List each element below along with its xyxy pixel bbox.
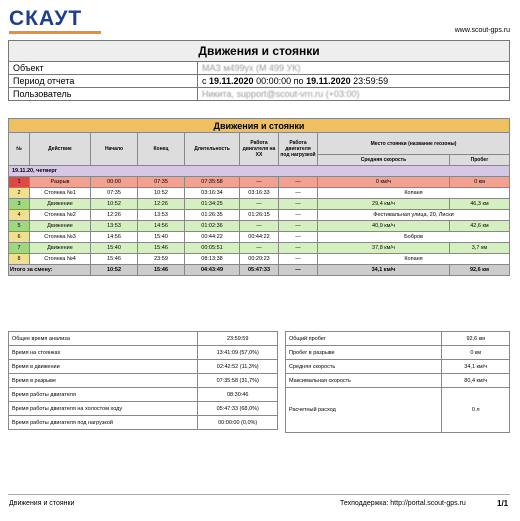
total-end: 15:46 — [138, 265, 185, 276]
row-num: 7 — [9, 243, 30, 254]
summary-value: 80,4 км/ч — [442, 374, 510, 388]
summary-label: Время работы двигателя — [9, 388, 198, 402]
summary-row — [286, 346, 510, 360]
summary-row — [9, 360, 278, 374]
day-row: 19.11.20, четверг — [9, 166, 510, 177]
row-distance: 3,7 км — [449, 243, 509, 254]
summary-value: 13:41:09 (57,0%) — [198, 346, 278, 360]
row-idle: 03:16:33 — [240, 188, 279, 199]
summary-label: Максимальная скорость — [286, 374, 442, 388]
table-row — [9, 243, 510, 254]
row-end: 12:26 — [138, 199, 185, 210]
row-load: — — [279, 199, 318, 210]
row-duration: 07:35:58 — [185, 177, 240, 188]
row-start: 14:56 — [91, 232, 138, 243]
row-num: 1 — [9, 177, 30, 188]
total-speed: 34,1 км/ч — [318, 265, 450, 276]
summary-value: 07:35:58 (31,7%) — [198, 374, 278, 388]
row-num: 3 — [9, 199, 30, 210]
logo-underline — [9, 31, 101, 34]
row-place: Бобров — [318, 232, 510, 243]
row-end: 15:40 — [138, 232, 185, 243]
footer-support[interactable]: Техподдержка: http://portal.scout-gps.ru — [340, 500, 466, 507]
summary-value: 00:00:00 (0,0%) — [198, 416, 278, 430]
summary-label: Расчетный расход — [286, 388, 442, 433]
period-label: Период отчета — [9, 75, 198, 88]
table-row — [9, 221, 510, 232]
row-place: Фестивальная улица, 20, Лиски — [318, 210, 510, 221]
row-start: 15:40 — [91, 243, 138, 254]
summary-row — [9, 346, 278, 360]
row-action: Стоянка №3 — [30, 232, 91, 243]
col-idle: Работа двигателя на ХХ — [240, 133, 279, 166]
summary-label: Средняя скорость — [286, 360, 442, 374]
col-end: Конец — [138, 133, 185, 166]
table-row — [9, 210, 510, 221]
table-row — [9, 188, 510, 199]
row-action: Разрыв — [30, 177, 91, 188]
row-distance: 0 км — [449, 177, 509, 188]
summary-row — [9, 402, 278, 416]
user-label: Пользователь — [9, 88, 198, 101]
row-start: 13:53 — [91, 221, 138, 232]
row-speed: 29,4 км/ч — [318, 199, 450, 210]
logo: СКАУТ — [9, 7, 83, 30]
col-action: Действие — [30, 133, 91, 166]
row-speed: 0 км/ч — [318, 177, 450, 188]
total-start: 10:52 — [91, 265, 138, 276]
row-duration: 08:13:38 — [185, 254, 240, 265]
col-speed: Средняя скорость — [318, 155, 450, 166]
row-start: 00:00 — [91, 177, 138, 188]
object-value: МАЗ м499ух (М 499 УК) — [198, 62, 510, 75]
row-end: 23:59 — [138, 254, 185, 265]
row-end: 15:46 — [138, 243, 185, 254]
site-url[interactable]: www.scout-gps.ru — [454, 27, 510, 34]
row-action: Движение — [30, 221, 91, 232]
table-row — [9, 177, 510, 188]
summary-value: 23:59:59 — [198, 332, 278, 346]
table-row — [9, 199, 510, 210]
period-from-time: 00:00:00 — [256, 76, 292, 86]
period-to-time: 23:59:59 — [353, 76, 389, 86]
footer-divider — [8, 494, 510, 495]
row-idle: — — [240, 221, 279, 232]
row-num: 4 — [9, 210, 30, 221]
summary-left-table — [8, 331, 278, 430]
row-duration: 01:26:35 — [185, 210, 240, 221]
summary-right-table — [285, 331, 510, 433]
row-idle: — — [240, 243, 279, 254]
total-xx: 05:47:33 — [240, 265, 279, 276]
row-action: Движение — [30, 243, 91, 254]
row-duration: 00:44:22 — [185, 232, 240, 243]
summary-label: Время в движении — [9, 360, 198, 374]
period-to: 19.11.2020 — [306, 76, 351, 86]
row-load: — — [279, 232, 318, 243]
table-row — [9, 254, 510, 265]
row-end: 13:53 — [138, 210, 185, 221]
row-load: — — [279, 210, 318, 221]
summary-label: Общий пробег — [286, 332, 442, 346]
row-num: 5 — [9, 221, 30, 232]
summary-value: 08:30:46 — [198, 388, 278, 402]
summary-row — [9, 416, 278, 430]
period-prefix: с — [202, 76, 207, 86]
col-load: Работа двигателя под нагрузкой — [279, 133, 318, 166]
row-idle: 00:44:22 — [240, 232, 279, 243]
row-num: 2 — [9, 188, 30, 199]
report-title: Движения и стоянки — [9, 41, 510, 62]
row-place: Копаня — [318, 254, 510, 265]
row-load: — — [279, 221, 318, 232]
row-num: 8 — [9, 254, 30, 265]
row-duration: 01:34:25 — [185, 199, 240, 210]
period-value — [198, 75, 510, 88]
row-action: Стоянка №4 — [30, 254, 91, 265]
total-dur: 04:43:49 — [185, 265, 240, 276]
row-idle: 00:20:23 — [240, 254, 279, 265]
row-place: Копаня — [318, 188, 510, 199]
row-start: 15:46 — [91, 254, 138, 265]
table-row — [9, 232, 510, 243]
row-load: — — [279, 243, 318, 254]
summary-value: 05:47:33 (68,0%) — [198, 402, 278, 416]
row-start: 10:52 — [91, 199, 138, 210]
row-end: 14:56 — [138, 221, 185, 232]
summary-label: Время на стоянках — [9, 346, 198, 360]
page-number: 1/1 — [497, 499, 509, 508]
row-end: 10:52 — [138, 188, 185, 199]
summary-row — [286, 360, 510, 374]
row-distance: 42,6 км — [449, 221, 509, 232]
row-action: Стоянка №2 — [30, 210, 91, 221]
summary-row — [9, 374, 278, 388]
row-action: Движение — [30, 199, 91, 210]
summary-row — [286, 374, 510, 388]
row-speed: 40,9 км/ч — [318, 221, 450, 232]
row-idle: — — [240, 177, 279, 188]
summary-row — [9, 332, 278, 346]
col-start: Начало — [91, 133, 138, 166]
row-distance: 46,3 км — [449, 199, 509, 210]
row-start: 07:35 — [91, 188, 138, 199]
period-from: 19.11.2020 — [209, 76, 254, 86]
row-start: 12:26 — [91, 210, 138, 221]
summary-value: 34,1 км/ч — [442, 360, 510, 374]
summary-label: Время работы двигателя на холостом ходу — [9, 402, 198, 416]
summary-label: Время в разрыве — [9, 374, 198, 388]
summary-label: Пробег в разрыве — [286, 346, 442, 360]
movements-table — [8, 118, 510, 276]
row-idle: 01:26:15 — [240, 210, 279, 221]
user-value: Никита, support@scout-vrn.ru (+03:00) — [198, 88, 510, 101]
row-end: 07:35 — [138, 177, 185, 188]
row-load: — — [279, 254, 318, 265]
total-label: Итого за смену: — [9, 265, 91, 276]
col-place: Место стоянки (название геозоны) — [318, 133, 510, 155]
summary-value: 0 км — [442, 346, 510, 360]
col-duration: Длительность — [185, 133, 240, 166]
period-mid: по — [293, 76, 304, 86]
row-duration: 01:02:36 — [185, 221, 240, 232]
row-duration: 03:16:34 — [185, 188, 240, 199]
row-idle: — — [240, 199, 279, 210]
row-load: — — [279, 177, 318, 188]
summary-row — [286, 332, 510, 346]
row-num: 6 — [9, 232, 30, 243]
col-num: № — [9, 133, 30, 166]
total-row — [9, 265, 510, 276]
table-title: Движения и стоянки — [9, 119, 510, 133]
summary-value: 0 л — [442, 388, 510, 433]
col-distance: Пробег — [449, 155, 509, 166]
total-load: — — [279, 265, 318, 276]
row-speed: 37,8 км/ч — [318, 243, 450, 254]
summary-value: 02:42:52 (11,3%) — [198, 360, 278, 374]
summary-row — [9, 388, 278, 402]
row-action: Стоянка №1 — [30, 188, 91, 199]
footer-title: Движения и стоянки — [9, 500, 75, 507]
summary-value: 92,6 км — [442, 332, 510, 346]
report-header — [8, 40, 510, 101]
object-label: Объект — [9, 62, 198, 75]
row-load: — — [279, 188, 318, 199]
row-duration: 00:05:51 — [185, 243, 240, 254]
summary-label: Общее время анализа — [9, 332, 198, 346]
total-dist: 92,6 км — [449, 265, 509, 276]
summary-label: Время работы двигателя под нагрузкой — [9, 416, 198, 430]
summary-row — [286, 388, 510, 433]
